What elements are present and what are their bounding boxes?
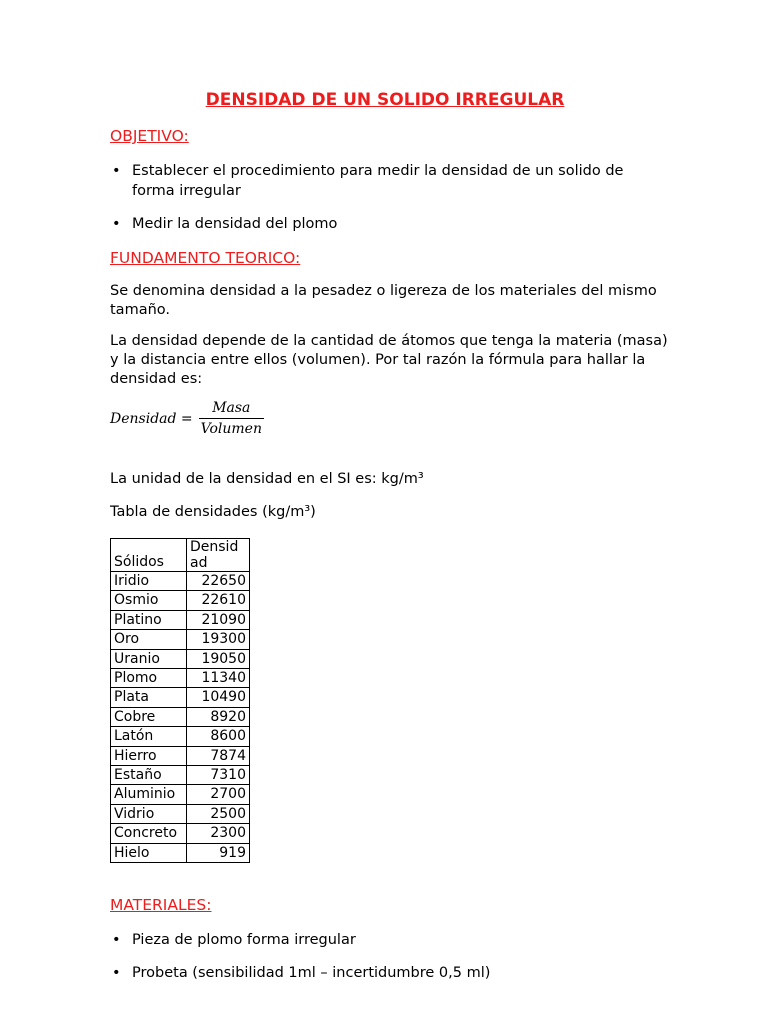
- cell-density-value: 8920: [187, 707, 250, 726]
- cell-solid-name: Cobre: [111, 707, 187, 726]
- table-row: [111, 688, 250, 707]
- table-row: [111, 630, 250, 649]
- cell-solid-name: Osmio: [111, 591, 187, 610]
- cell-solid-name: Estaño: [111, 766, 187, 785]
- bullet-icon: •: [112, 965, 121, 981]
- table-row: [111, 804, 250, 823]
- table-row: [111, 824, 250, 843]
- cell-density-value: 21090: [187, 610, 250, 629]
- cell-density-value: 7874: [187, 746, 250, 765]
- cell-density-value: 2500: [187, 804, 250, 823]
- list-item: [110, 161, 650, 201]
- list-item: [110, 214, 650, 234]
- document-title: DENSIDAD DE UN SOLIDO IRREGULAR: [205, 90, 565, 110]
- objetivo-heading: OBJETIVO:: [110, 127, 189, 145]
- cell-density-value: 19300: [187, 630, 250, 649]
- cell-solid-name: Oro: [111, 630, 187, 649]
- cell-density-value: 2700: [187, 785, 250, 804]
- table-row: [111, 727, 250, 746]
- cell-density-value: 2300: [187, 824, 250, 843]
- table-row: [111, 843, 250, 862]
- cell-density-value: 10490: [187, 688, 250, 707]
- table-caption: Tabla de densidades (kg/m³): [110, 504, 316, 520]
- cell-solid-name: Concreto: [111, 824, 187, 843]
- column-header-solids: Sólidos: [111, 539, 187, 572]
- cell-density-value: 19050: [187, 649, 250, 668]
- density-table: [110, 538, 250, 863]
- list-item-text: Establecer el procedimiento para medir la densidad de un solido de forma irregular: [132, 163, 624, 199]
- materiales-list: [110, 930, 650, 983]
- cell-solid-name: Uranio: [111, 649, 187, 668]
- bullet-icon: •: [112, 932, 121, 948]
- cell-density-value: 8600: [187, 727, 250, 746]
- list-item-text: Pieza de plomo forma irregular: [132, 932, 356, 948]
- cell-density-value: 7310: [187, 766, 250, 785]
- paragraph-definition: Se denomina densidad a la pesadez o ligereza de los materiales del mismo tamaño.: [110, 283, 657, 318]
- formula-denominator: Volumen: [199, 418, 264, 437]
- paragraph-unit: La unidad de la densidad en el SI es: kg/m³: [110, 471, 424, 487]
- cell-solid-name: Aluminio: [111, 785, 187, 804]
- bullet-icon: •: [112, 163, 121, 179]
- table-row: [111, 746, 250, 765]
- table-row: [111, 572, 250, 591]
- table-row: [111, 610, 250, 629]
- table-row: [111, 785, 250, 804]
- table-row: [111, 707, 250, 726]
- cell-density-value: 22650: [187, 572, 250, 591]
- materiales-heading: MATERIALES:: [110, 896, 212, 914]
- list-item-text: Medir la densidad del plomo: [132, 216, 338, 232]
- cell-density-value: 22610: [187, 591, 250, 610]
- cell-density-value: 919: [187, 843, 250, 862]
- table-header-row: [111, 539, 250, 572]
- cell-solid-name: Latón: [111, 727, 187, 746]
- density-formula: [110, 400, 264, 437]
- table-body: [111, 572, 250, 863]
- table-row: [111, 591, 250, 610]
- cell-solid-name: Platino: [111, 610, 187, 629]
- paragraph-density: La densidad depende de la cantidad de átomos que tenga la materia (masa) y la distancia entre ellos (volumen). Por tal razón la fórmula para hallar la densidad es:: [110, 333, 668, 387]
- objetivo-list: [110, 161, 650, 234]
- cell-solid-name: Vidrio: [111, 804, 187, 823]
- cell-density-value: 11340: [187, 669, 250, 688]
- cell-solid-name: Iridio: [111, 572, 187, 591]
- cell-solid-name: Hierro: [111, 746, 187, 765]
- table-row: [111, 669, 250, 688]
- cell-solid-name: Hielo: [111, 843, 187, 862]
- bullet-icon: •: [112, 216, 121, 232]
- formula-fraction: [199, 400, 264, 437]
- list-item-text: Probeta (sensibilidad 1ml – incertidumbre 0,5 ml): [132, 965, 491, 981]
- list-item: [110, 930, 650, 950]
- table-row: [111, 766, 250, 785]
- formula-lhs: Densidad =: [110, 410, 193, 427]
- formula-numerator: Masa: [212, 400, 251, 416]
- list-item: [110, 963, 650, 983]
- table-row: [111, 649, 250, 668]
- column-header-density: Densidad: [187, 539, 250, 572]
- cell-solid-name: Plata: [111, 688, 187, 707]
- fundamento-heading: FUNDAMENTO TEORICO:: [110, 249, 301, 267]
- cell-solid-name: Plomo: [111, 669, 187, 688]
